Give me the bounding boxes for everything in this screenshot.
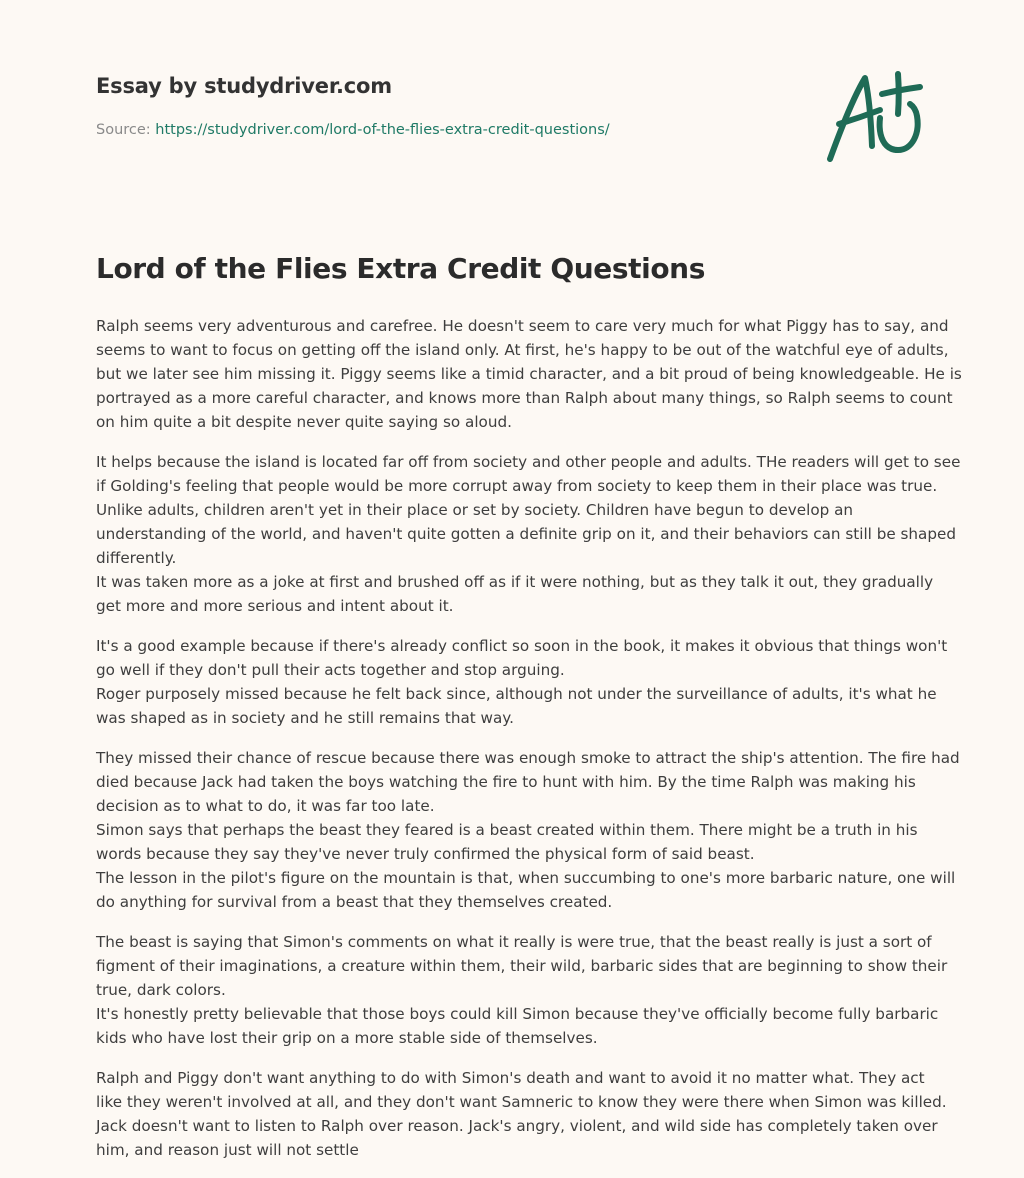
paragraph-line: died because Jack had taken the boys watching the fire to hunt with him. By the time Ralph was making his <box>96 773 916 791</box>
paragraph-line: Unlike adults, children aren't yet in their place or set by society. Children have begun to develop an <box>96 501 854 519</box>
essay-paragraph <box>96 1066 947 1162</box>
paragraph-line: Ralph and Piggy don't want anything to do with Simon's death and want to avoid it no matter what. They act <box>96 1069 925 1087</box>
essay-paragraph <box>96 314 962 434</box>
essay-paragraph <box>96 746 960 914</box>
paragraph-line: Roger purposely missed because he felt back since, although not under the surveillance of adults, it's what he <box>96 685 937 703</box>
paragraph-line: kids who have lost their grip on a more stable side of themselves. <box>96 1029 598 1047</box>
paragraph-line: but we later see him missing it. Piggy seems like a timid character, and a bit proud of being knowledgeable. He is <box>96 365 962 383</box>
paragraph-line: get more and more serious and intent about it. <box>96 597 454 615</box>
paragraph-line: decision as to what to do, it was far too late. <box>96 797 435 815</box>
brand-title: Essay by studydriver.com <box>96 74 392 98</box>
paragraph-line: Simon says that perhaps the beast they feared is a beast created within them. There might be a truth in his <box>96 821 918 839</box>
paragraph-line: The lesson in the pilot's figure on the mountain is that, when succumbing to one's more barbaric nature, one will <box>96 869 956 887</box>
paragraph-line: understanding of the world, and haven't quite gotten a definite grip on it, and their behaviors can still be shaped <box>96 525 956 543</box>
source-line <box>96 122 816 138</box>
paragraph-line: him, and reason just will not settle <box>96 1141 359 1159</box>
essay-paragraph <box>96 930 948 1050</box>
essay-paragraph <box>96 634 948 730</box>
paragraph-line: on him quite a bit despite never quite saying so aloud. <box>96 413 512 431</box>
paragraph-line: It's honestly pretty believable that those boys could kill Simon because they've officially become fully barbaric <box>96 1005 939 1023</box>
paragraph-line: go well if they don't pull their acts together and stop arguing. <box>96 661 565 679</box>
paragraph-line: The beast is saying that Simon's comments on what it really is were true, that the beast really is just a sort of <box>96 933 932 951</box>
source-label: Source: <box>96 122 151 138</box>
paragraph-line: seems to want to focus on getting off the island only. At first, he's happy to be out of the watchful eye of adults, <box>96 341 949 359</box>
a-plus-logo-icon <box>820 64 930 168</box>
paragraph-line: words because they say they've never truly confirmed the physical form of said beast. <box>96 845 755 863</box>
paragraph-line: portrayed as a more careful character, and knows more than Ralph about many things, so Ralph seems to count <box>96 389 953 407</box>
paragraph-line: do anything for survival from a beast that they themselves created. <box>96 893 613 911</box>
source-link[interactable]: https://studydriver.com/lord-of-the-flies-extra-credit-questions/ <box>155 122 610 138</box>
paragraph-line: true, dark colors. <box>96 981 226 999</box>
paragraph-line: like they weren't involved at all, and they don't want Samneric to know they were there when Simon was killed. <box>96 1093 947 1111</box>
paragraph-line: Ralph seems very adventurous and carefree. He doesn't seem to care very much for what Piggy has to say, and <box>96 317 949 335</box>
essay-title: Lord of the Flies Extra Credit Questions <box>96 252 705 285</box>
a-plus-logo <box>820 64 930 168</box>
essay-paragraph <box>96 450 961 618</box>
paragraph-line: It's a good example because if there's already conflict so soon in the book, it makes it obvious that things won't <box>96 637 948 655</box>
paragraph-line: It helps because the island is located far off from society and other people and adults. THe readers will get to see <box>96 453 961 471</box>
essay-header <box>96 74 816 138</box>
paragraph-line: differently. <box>96 549 177 567</box>
paragraph-line: It was taken more as a joke at first and brushed off as if it were nothing, but as they talk it out, they gradually <box>96 573 934 591</box>
paragraph-line: They missed their chance of rescue because there was enough smoke to attract the ship's attention. The fire had <box>96 749 960 767</box>
essay-body <box>96 314 962 1178</box>
paragraph-line: was shaped as in society and he still remains that way. <box>96 709 514 727</box>
paragraph-line: figment of their imaginations, a creature within them, their wild, barbaric sides that are beginning to show their <box>96 957 948 975</box>
paragraph-line: if Golding's feeling that people would be more corrupt away from society to keep them in their place was true. <box>96 477 938 495</box>
paragraph-line: Jack doesn't want to listen to Ralph over reason. Jack's angry, violent, and wild side has completely taken over <box>96 1117 938 1135</box>
